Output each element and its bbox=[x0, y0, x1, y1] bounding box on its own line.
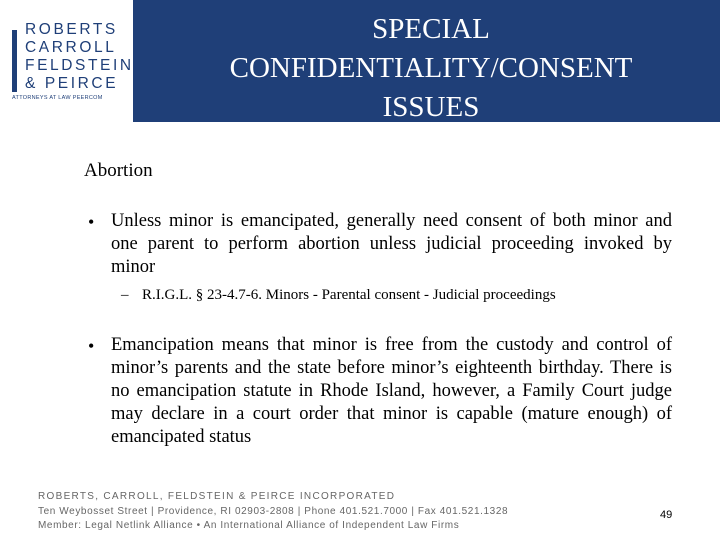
logo-line-carroll: CARROLL bbox=[25, 39, 117, 56]
footer-membership: Member: Legal Netlink Alliance • An International Alliance of Independent Law Firms bbox=[38, 520, 460, 531]
section-heading: Abortion bbox=[84, 160, 153, 181]
footer-firm-name: ROBERTS, CARROLL, FELDSTEIN & PEIRCE INCORPORATED bbox=[38, 491, 396, 502]
firm-logo bbox=[0, 0, 133, 122]
slide-title bbox=[170, 10, 692, 127]
logo-line-roberts: ROBERTS bbox=[25, 21, 118, 38]
logo-accent-bar bbox=[12, 30, 17, 92]
footer-address: Ten Weybosset Street | Providence, RI 02903-2808 | Phone 401.521.7000 | Fax 401.521.1328 bbox=[38, 506, 509, 517]
title-line: CONFIDENTIALITY/CONSENT bbox=[229, 52, 633, 84]
logo-line-feldstein: FELDSTEIN bbox=[25, 57, 134, 74]
bullet-text: Unless minor is emancipated, generally need consent of both minor and one parent to perform abortion unless judicial proceeding invoked by minor bbox=[111, 211, 672, 277]
statute-citation: R.I.G.L. § 23-4.7-6. Minors - Parental consent - Judicial proceedings bbox=[142, 287, 556, 303]
title-line: SPECIAL bbox=[372, 13, 490, 45]
logo-line-peirce: & PEIRCE bbox=[25, 75, 119, 92]
header-band bbox=[0, 0, 720, 122]
title-line: ISSUES bbox=[382, 91, 480, 123]
bullet-marker: • bbox=[88, 336, 95, 356]
bullet-marker: • bbox=[88, 212, 95, 232]
sub-bullet-marker: – bbox=[121, 287, 129, 303]
logo-tagline: ATTORNEYS AT LAW PEERCOM bbox=[12, 95, 103, 101]
page-number: 49 bbox=[660, 509, 673, 521]
bullet-text: Emancipation means that minor is free from the custody and control of minor’s parents and the state before minor’s eighteenth birthday. There is no emancipation statute in Rhode Island, however, a Family Court judge may declare in a court order that minor is capable (mature enough) of emancipated status bbox=[111, 335, 672, 447]
